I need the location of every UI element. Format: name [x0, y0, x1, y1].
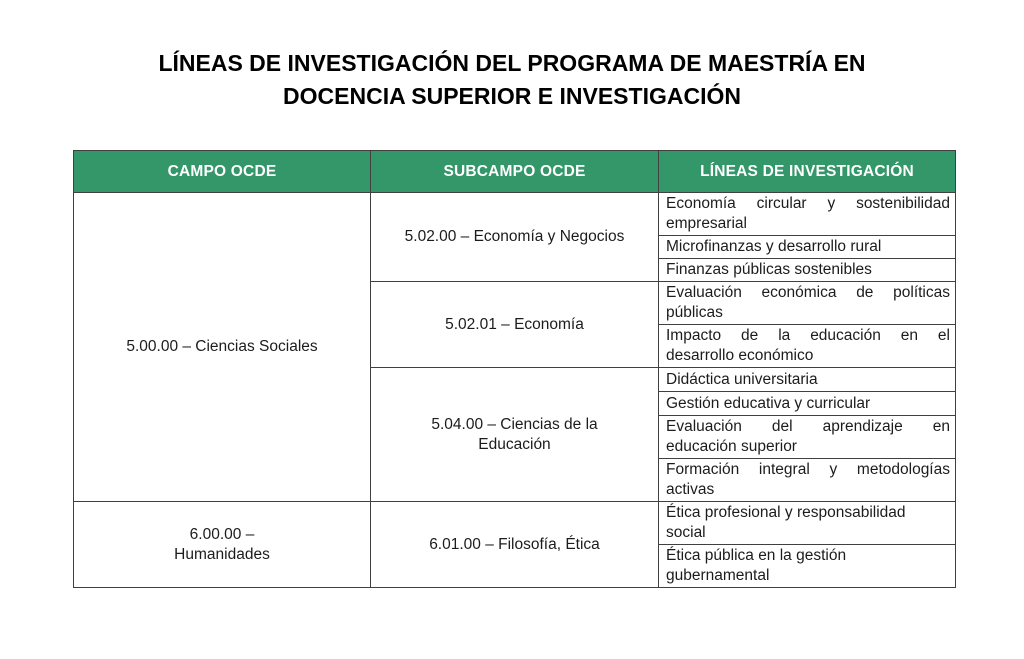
linea-cell	[659, 502, 956, 545]
cell-text-line: Economía circular y sostenibilidad	[666, 195, 950, 212]
cell-text-line: empresarial	[666, 215, 747, 232]
cell-text-line: educación superior	[666, 438, 797, 455]
table-header-row	[74, 151, 956, 193]
subcampo-cell-ciencias-educacion	[371, 368, 659, 502]
linea-cell	[659, 282, 956, 325]
cell-text-line: Impacto de la educación en el	[666, 327, 950, 344]
linea-cell	[659, 416, 956, 459]
cell-text-line: desarrollo económico	[666, 347, 814, 364]
linea-cell	[659, 259, 956, 282]
cell-text-line: activas	[666, 481, 715, 498]
column-header-campo-ocde: CAMPO OCDE	[74, 151, 371, 193]
table-row	[74, 502, 956, 545]
linea-cell	[659, 392, 956, 416]
cell-text-line: Gestión educativa y curricular	[666, 394, 871, 412]
table-row	[74, 193, 956, 236]
subcampo-cell-economia	[371, 282, 659, 368]
research-lines-table	[73, 150, 956, 588]
cell-text-line: Humanidades	[174, 545, 270, 563]
linea-cell	[659, 236, 956, 259]
cell-text-line: gubernamental	[666, 567, 770, 584]
cell-text-line: 6.00.00 –	[189, 525, 255, 543]
linea-cell	[659, 368, 956, 392]
cell-text-line: 6.01.00 – Filosofía, Ética	[429, 535, 600, 553]
column-header-lineas-investigacion: LÍNEAS DE INVESTIGACIÓN	[659, 151, 956, 193]
cell-text-line: Educación	[478, 435, 551, 453]
document-title	[92, 47, 932, 113]
linea-cell	[659, 325, 956, 368]
campo-cell-ciencias-sociales	[74, 193, 371, 502]
cell-text-line: Finanzas públicas sostenibles	[666, 261, 872, 278]
campo-cell-humanidades	[74, 502, 371, 588]
subcampo-cell-filosofia-etica	[371, 502, 659, 588]
linea-cell	[659, 459, 956, 502]
cell-text-line: 5.02.01 – Economía	[445, 315, 584, 333]
linea-cell	[659, 545, 956, 588]
linea-cell	[659, 193, 956, 236]
cell-text-line: Evaluación del aprendizaje en	[666, 418, 950, 435]
cell-text-line: 5.04.00 – Ciencias de la	[431, 415, 598, 433]
cell-text-line: Formación integral y metodologías	[666, 461, 950, 478]
cell-text-line: públicas	[666, 304, 723, 321]
cell-text-line: social	[666, 524, 706, 541]
cell-text-line: Didáctica universitaria	[666, 370, 818, 388]
cell-text-line: Microfinanzas y desarrollo rural	[666, 238, 882, 255]
document-title-line-1: LÍNEAS DE INVESTIGACIÓN DEL PROGRAMA DE MAESTRÍA EN	[158, 50, 866, 76]
cell-text-line: 5.02.00 – Economía y Negocios	[404, 228, 625, 245]
cell-text-line: Ética pública en la gestión	[666, 547, 847, 564]
document-title-line-2: DOCENCIA SUPERIOR E INVESTIGACIÓN	[283, 83, 741, 109]
subcampo-cell-economia-negocios	[371, 193, 659, 282]
cell-text-line: 5.00.00 – Ciencias Sociales	[126, 338, 318, 355]
cell-text-line: Evaluación económica de políticas	[666, 284, 950, 301]
column-header-subcampo-ocde: SUBCAMPO OCDE	[371, 151, 659, 193]
cell-text-line: Ética profesional y responsabilidad	[666, 504, 906, 521]
